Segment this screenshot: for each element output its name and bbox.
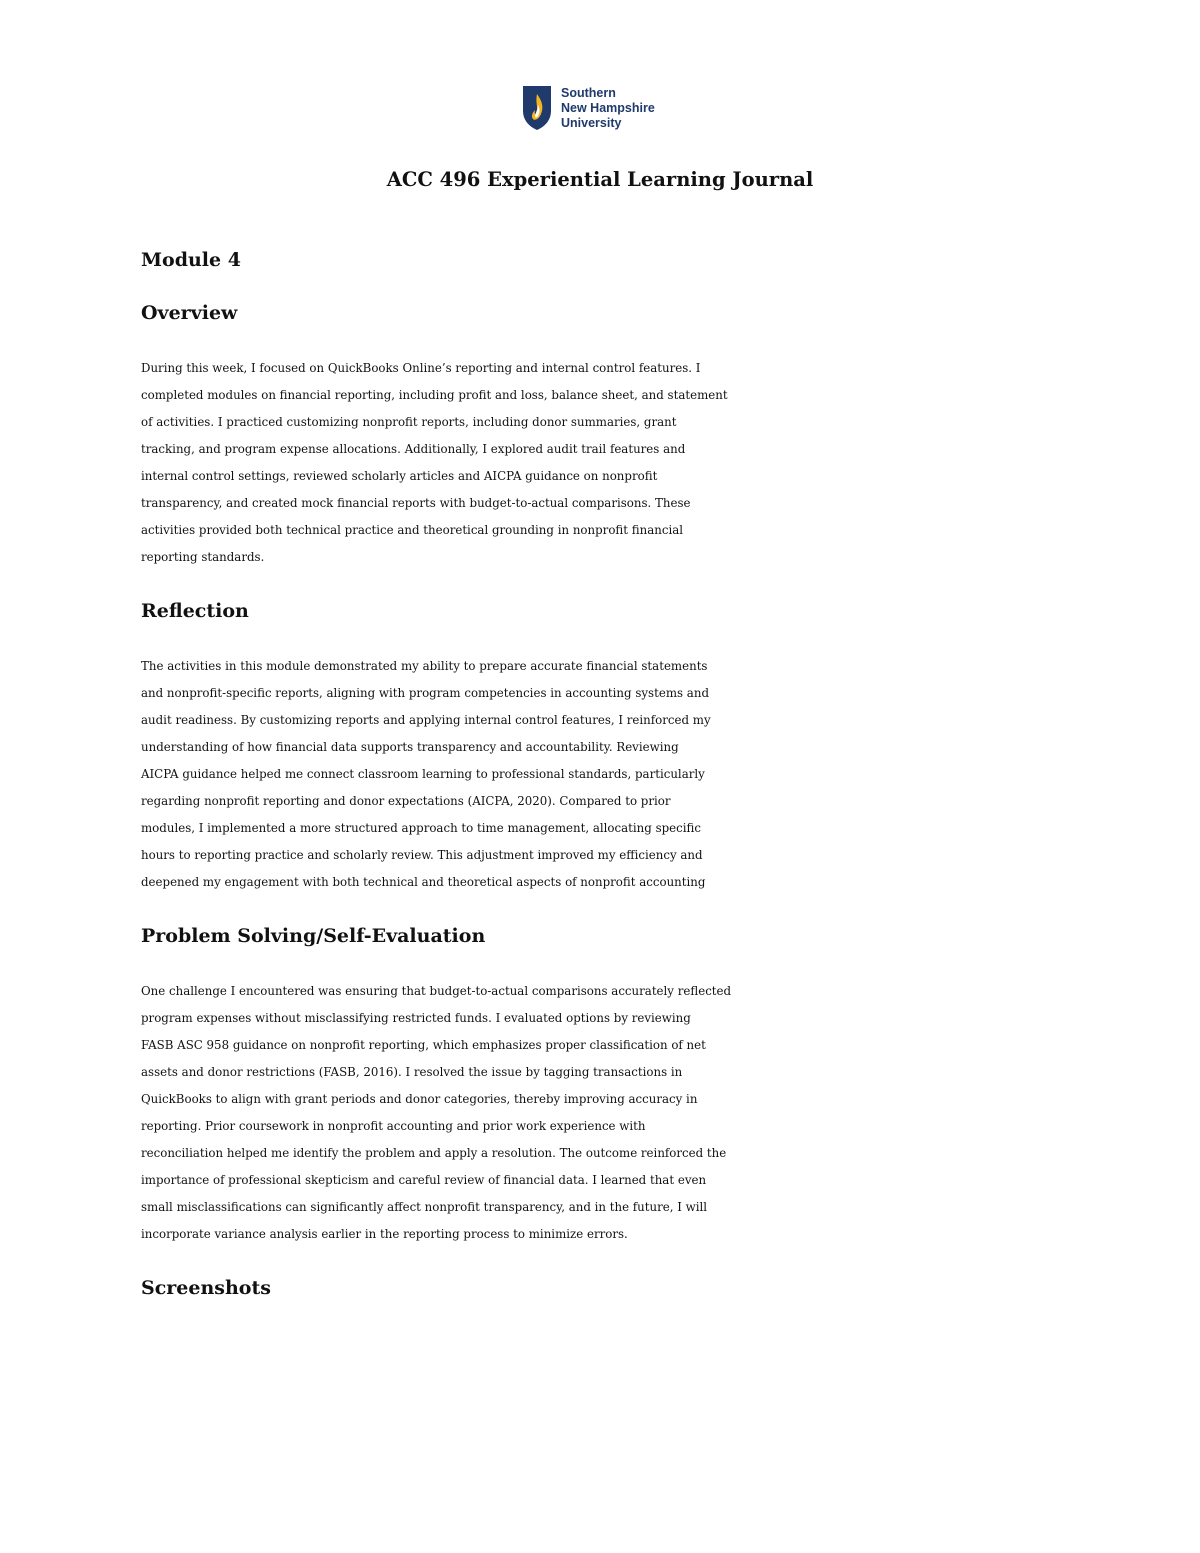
problem-solving-heading: Problem Solving/Self-Evaluation <box>141 925 486 947</box>
problem-solving-line: program expenses without misclassifying restricted funds. I evaluated options by reviewing <box>141 1011 691 1025</box>
reflection-line: AICPA guidance helped me connect classroom learning to professional standards, particularly <box>141 767 705 781</box>
reflection-line: hours to reporting practice and scholarly review. This adjustment improved my efficiency and <box>141 848 703 862</box>
problem-solving-line: One challenge I encountered was ensuring that budget-to-actual comparisons accurately reflected <box>141 984 732 998</box>
logo-wordmark <box>561 86 655 131</box>
overview-paragraph <box>141 355 1081 571</box>
overview-line: internal control settings, reviewed scholarly articles and AICPA guidance on nonprofit <box>141 469 658 483</box>
university-logo <box>522 84 655 132</box>
overview-heading: Overview <box>141 302 238 324</box>
overview-line: activities provided both technical practice and theoretical grounding in nonprofit financial <box>141 523 684 537</box>
reflection-line: understanding of how financial data supports transparency and accountability. Reviewing <box>141 740 679 754</box>
reflection-line: audit readiness. By customizing reports and applying internal control features, I reinforced my <box>141 713 711 727</box>
logo-line-1: Southern <box>561 85 616 100</box>
problem-solving-line: importance of professional skepticism and careful review of financial data. I learned that even <box>141 1173 707 1187</box>
problem-solving-line: small misclassifications can significantly affect nonprofit transparency, and in the future, I will <box>141 1200 708 1214</box>
reflection-paragraph <box>141 653 1081 896</box>
reflection-line: regarding nonprofit reporting and donor expectations (AICPA, 2020). Compared to prior <box>141 794 671 808</box>
overview-line: transparency, and created mock financial reports with budget-to-actual comparisons. These <box>141 496 691 510</box>
overview-line: tracking, and program expense allocations. Additionally, I explored audit trail features and <box>141 442 686 456</box>
reflection-line: The activities in this module demonstrated my ability to prepare accurate financial statements <box>141 659 708 673</box>
overview-line: of activities. I practiced customizing nonprofit reports, including donor summaries, grant <box>141 415 677 429</box>
problem-solving-line: reconciliation helped me identify the problem and apply a resolution. The outcome reinforced the <box>141 1146 727 1160</box>
reflection-line: and nonprofit-specific reports, aligning with program competencies in accounting systems and <box>141 686 709 700</box>
overview-line: reporting standards. <box>141 550 265 564</box>
reflection-line: deepened my engagement with both technical and theoretical aspects of nonprofit accounting <box>141 875 706 889</box>
problem-solving-line: FASB ASC 958 guidance on nonprofit reporting, which emphasizes proper classification of net <box>141 1038 706 1052</box>
problem-solving-line: reporting. Prior coursework in nonprofit accounting and prior work experience with <box>141 1119 646 1133</box>
document-title: ACC 496 Experiential Learning Journal <box>386 168 814 191</box>
logo-line-2: New Hampshire <box>561 100 655 115</box>
logo-line-3: University <box>561 115 622 130</box>
overview-line: During this week, I focused on QuickBooks Online’s reporting and internal control features. I <box>141 361 701 375</box>
module-heading: Module 4 <box>141 249 241 271</box>
problem-solving-line: incorporate variance analysis earlier in the reporting process to minimize errors. <box>141 1227 628 1241</box>
problem-solving-line: assets and donor restrictions (FASB, 2016). I resolved the issue by tagging transactions in <box>141 1065 683 1079</box>
reflection-line: modules, I implemented a more structured approach to time management, allocating specific <box>141 821 702 835</box>
problem-solving-line: QuickBooks to align with grant periods and donor categories, thereby improving accuracy in <box>141 1092 698 1106</box>
problem-solving-paragraph <box>141 978 1081 1248</box>
flame-shield-icon <box>522 85 552 131</box>
overview-line: completed modules on financial reporting, including profit and loss, balance sheet, and statement <box>141 388 728 402</box>
reflection-heading: Reflection <box>141 600 249 622</box>
screenshots-heading: Screenshots <box>141 1277 271 1299</box>
